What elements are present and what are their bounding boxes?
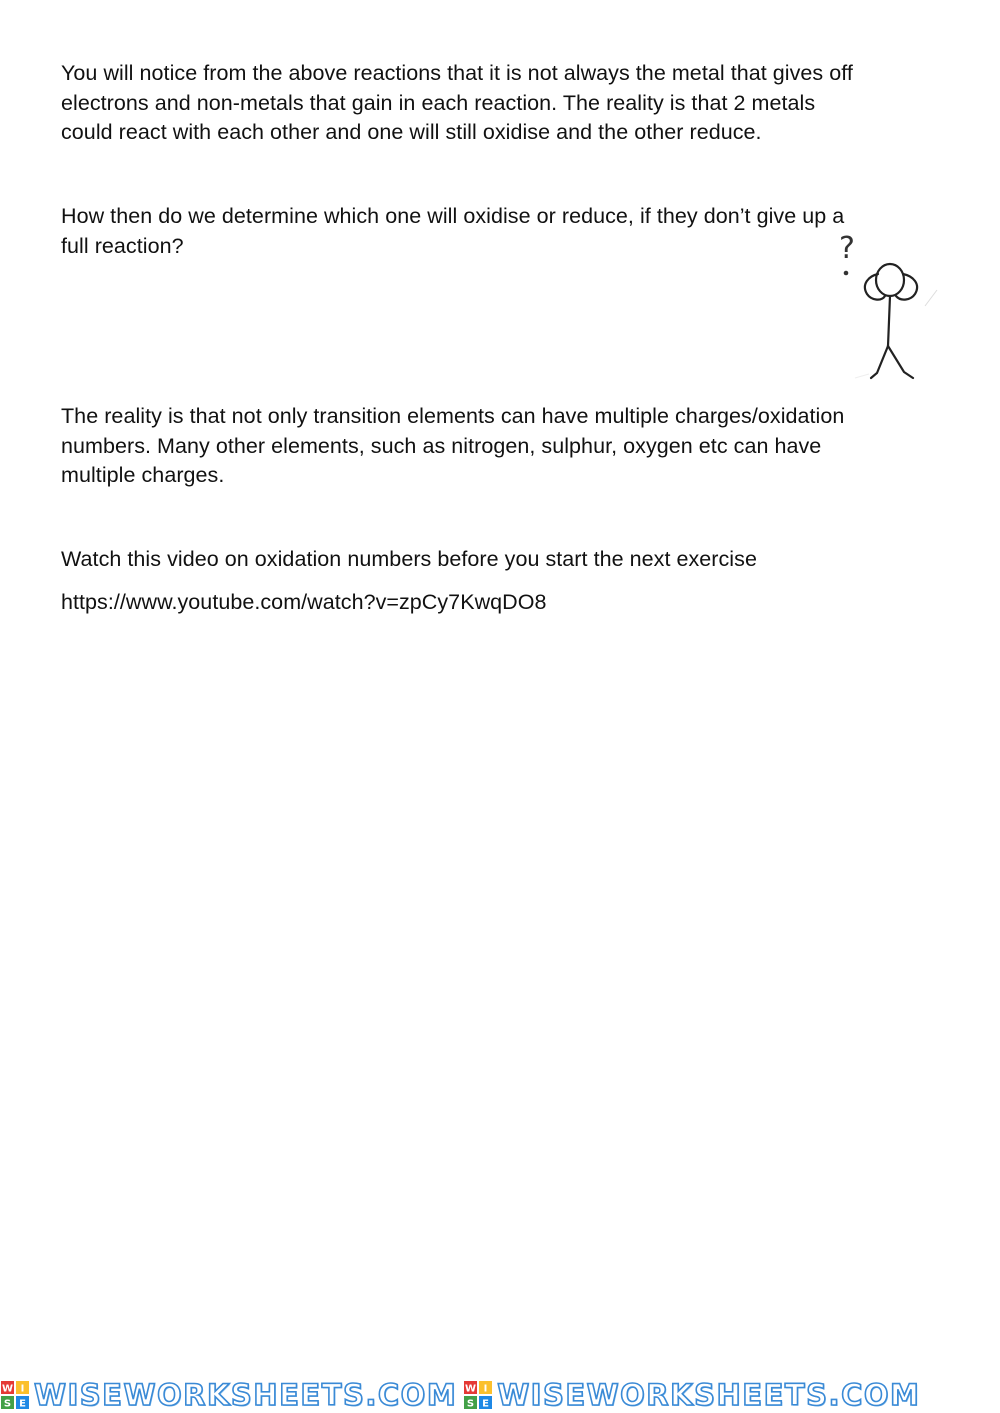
watermark-footer: [0, 1377, 1000, 1413]
paragraph-reactions-note: You will notice from the above reactions that it is not always the metal that gives off electrons and non-metals that gain in each reaction. The reality is that 2 metals could react with each other and one will still oxidise and the other reduce.: [61, 61, 853, 144]
paragraph-question: How then do we determine which one will oxidise or reduce, if they don’t give up a full reaction?: [61, 204, 845, 258]
svg-text:I: I: [483, 1383, 488, 1395]
wise-logo-icon: [0, 1380, 30, 1410]
watermark-brand: [463, 1379, 920, 1411]
wise-logo-icon: [463, 1380, 493, 1410]
svg-text:S: S: [467, 1398, 475, 1410]
video-link[interactable]: https://www.youtube.com/watch?v=zpCy7KwqDO8: [61, 590, 547, 614]
watermark-text: WISEWORKSHEETS.COM: [34, 1378, 458, 1412]
svg-text:E: E: [482, 1398, 490, 1410]
confused-stick-figure-icon: [825, 228, 950, 388]
svg-text:S: S: [3, 1398, 12, 1410]
svg-text:I: I: [20, 1383, 25, 1395]
watermark-brand: [0, 1379, 457, 1411]
paragraph-video-instruction: Watch this video on oxidation numbers before you start the next exercise: [61, 547, 757, 571]
watermark-text: WISEWORKSHEETS.COM: [497, 1378, 921, 1412]
svg-text:E: E: [19, 1398, 26, 1410]
paragraph-oxidation-numbers: The reality is that not only transition elements can have multiple charges/oxidation numbers. Many other elements, such as nitrogen, sulphur, oxygen etc can have multiple charges.: [61, 404, 845, 487]
svg-text:W: W: [1, 1383, 14, 1395]
svg-text:W: W: [465, 1383, 477, 1395]
question-mark: ?: [839, 231, 855, 266]
